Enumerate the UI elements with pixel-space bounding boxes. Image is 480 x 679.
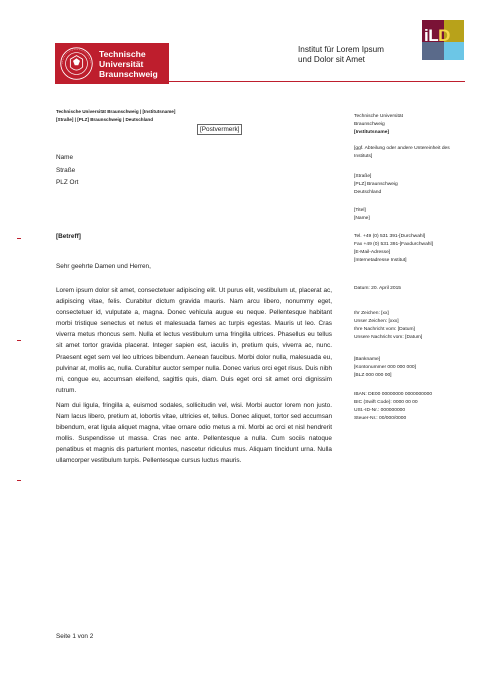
fold-mark-top — [17, 238, 21, 239]
tu-name-line2: Universität — [99, 59, 144, 69]
sidebar-dept-line1: [ggf. Abteilung oder andere Untereinheit des — [354, 146, 450, 151]
sidebar-tax — [354, 391, 474, 423]
sidebar-konto: [Kontonummer 000 000 000] — [354, 365, 416, 370]
sidebar-references — [354, 310, 474, 342]
sidebar-country: Deutschland — [354, 190, 382, 195]
sidebar-institute-name: [Institutsname] — [354, 130, 390, 135]
sidebar-email: [E-Mail-Adresse] — [354, 250, 391, 255]
sidebar-department — [354, 145, 474, 161]
sidebar-unser-zeichen: Unser Zeichen: [xxx] — [354, 319, 399, 324]
ild-logo — [422, 20, 464, 60]
sidebar-fax: Fax +49 (0) 531 391-[Faxdurchwahl] — [354, 242, 433, 247]
sender-line — [56, 108, 175, 124]
ild-logo-d: D — [438, 26, 450, 45]
body-paragraph-2: Nam dui ligula, fringilla a, euismod sodales, sollicitudin vel, wisi. Morbi auctor lorem non justo. Nam lacus libero, pretium at, lobortis vitae, ultricies et, tellus. Donec aliquet, tortor sed accumsan bibendum, erat ligula aliquet magna, vitae ornare odio metus a mi. Morbi ac orci et nisl hendrerit mollis. Suspendisse ut massa. Cras nec ante. Pellentesque a nulla. Cum sociis natoque penatibus et magnis dis parturient montes, nascetur ridiculus mus. Aliquam tincidunt urna. Nulla ullamcorper vestibulum turpis. Pellentesque cursus luctus mauris. — [56, 401, 332, 465]
page-number: Seite 1 von 2 — [56, 633, 94, 640]
sidebar-plz: [PLZ] Braunschweig — [354, 182, 398, 187]
letter-body — [56, 285, 332, 471]
sidebar-bank — [354, 356, 474, 380]
institute-line2: und Dolor sit Amet — [298, 55, 365, 64]
sidebar-web: [Internetadresse Institut] — [354, 258, 407, 263]
recipient-name: Name — [56, 154, 74, 161]
sidebar-ihre-nachricht: Ihre Nachricht vom: [Datum] — [354, 327, 415, 332]
sidebar-org — [354, 113, 474, 137]
sidebar-contact-person — [354, 207, 474, 223]
sidebar-org-line2: Braunschweig — [354, 122, 385, 127]
sidebar-date: Datum: 20. April 2015 — [354, 286, 402, 291]
sidebar-dept-line2: Instituts] — [354, 154, 373, 159]
tu-braunschweig-logo — [55, 43, 169, 84]
sidebar-ihr-zeichen: Ihr Zeichen: [xx] — [354, 311, 389, 316]
sidebar-blz: [BLZ 000 000 00] — [354, 373, 392, 378]
sidebar-steuer: Steuer-Nr.: 00/000/0000 — [354, 416, 407, 421]
sender-line1: Technische Universität Braunschweig | [Institutsname] — [56, 109, 176, 114]
sidebar-bic: BIC (Swift Code): 0000 00 00 — [354, 400, 418, 405]
sidebar-street: [Straße] — [354, 174, 372, 179]
sidebar-bank-name: [Bankname] — [354, 357, 381, 362]
sidebar-iban: IBAN: DE00 00000000 0000000000 — [354, 392, 433, 397]
ild-logo-il: iL — [424, 26, 439, 45]
salutation: Sehr geehrte Damen und Herren, — [56, 263, 151, 270]
sidebar-name: [Name] — [354, 216, 370, 221]
sidebar-ust: USt.-ID-Nr.: 000000000 — [354, 408, 406, 413]
sender-line2: [Straße] | [PLZ] Braunschweig | Deutschland — [56, 117, 154, 122]
fold-mark-bottom — [17, 480, 21, 481]
sidebar-org-line1: Technische Universität — [354, 114, 403, 119]
recipient-address — [56, 152, 78, 190]
institute-line1: Institut für Lorem Ipsum — [298, 45, 385, 54]
tu-name-line1: Technische — [99, 49, 146, 59]
sidebar-titel: [Titel] — [354, 208, 366, 213]
university-seal-icon — [59, 46, 94, 81]
subject-line: [Betreff] — [56, 233, 81, 240]
recipient-street: Straße — [56, 166, 76, 174]
postvermerk-box: [Postvermerk] — [197, 124, 242, 135]
header-rule — [169, 81, 465, 82]
sidebar-contact — [354, 233, 474, 265]
institute-name — [298, 45, 384, 65]
punch-mark — [17, 340, 21, 341]
sidebar-tel: Tel. +49 (0) 531 391-[Durchwahl] — [354, 234, 426, 239]
sidebar-unsere-nachricht: Unsere Nachricht vom: [Datum] — [354, 335, 423, 340]
body-paragraph-1: Lorem ipsum dolor sit amet, consectetuer adipiscing elit. Ut purus elit, vestibulum ut, placerat ac, adipiscing vitae, felis. Curabitur dictum gravida mauris. Nam arcu libero, nonummy eget, consectetuer id, vulputate a, magna. Donec vehicula augue eu neque. Pellentesque habitant morbi tristique senectus et netus et malesuada fames ac turpis egestas. Mauris ut leo. Cras viverra metus rhoncus sem. Nulla et lectus vestibulum urna fringilla ultrices. Phasellus eu tellus sit amet tortor gravida placerat. Integer sapien est, iaculis in, pretium quis, viverra ac, nunc. Praesent eget sem vel leo ultrices bibendum. Aenean faucibus. Morbi dolor nulla, malesuada eu, pulvinar at, mollis ac, nulla. Curabitur auctor semper nulla. Donec varius orci eget risus. Duis nibh mi, congue eu, accumsan eleifend, sagittis quis, diam. Duis eget orci sit amet orci dignissim rutrum. — [56, 287, 332, 394]
tu-name — [99, 49, 158, 79]
tu-name-line3: Braunschweig — [99, 69, 158, 79]
sidebar-address — [354, 173, 474, 197]
recipient-city: PLZ Ort — [56, 179, 79, 186]
